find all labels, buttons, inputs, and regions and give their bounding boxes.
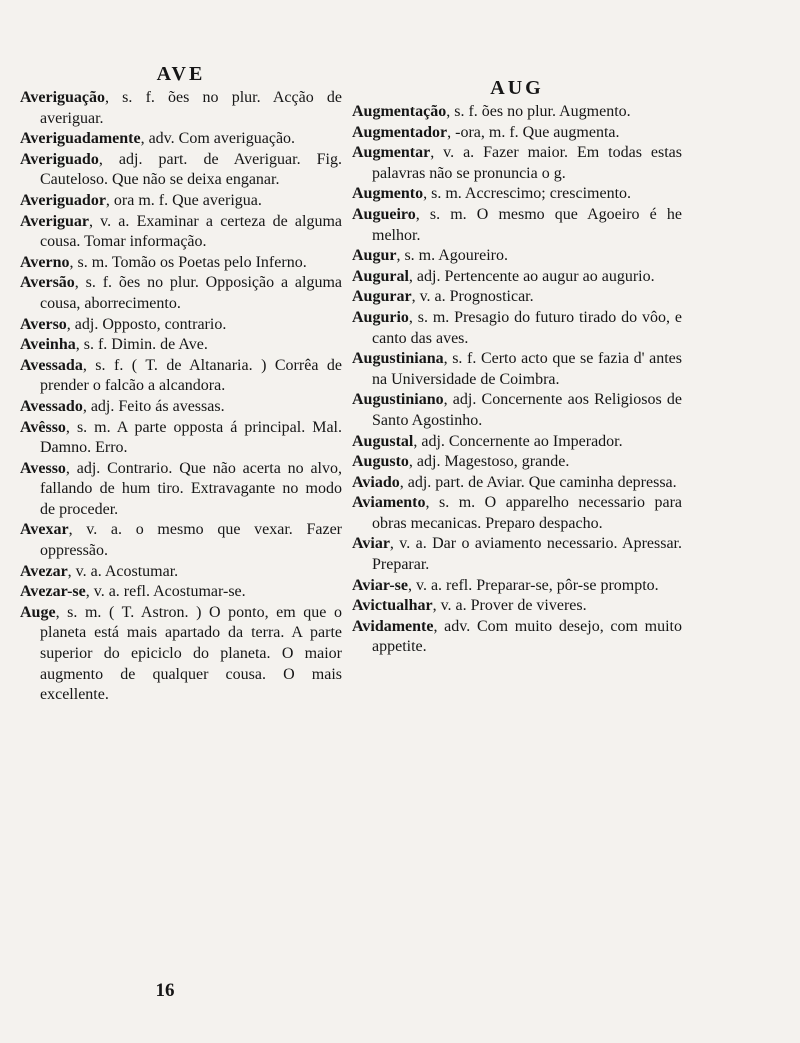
running-head-left: AVE xyxy=(156,63,206,85)
entry-headword: Averno xyxy=(20,253,70,271)
entry-definition: , adj. part. de Aviar. Que caminha depressa. xyxy=(399,473,677,491)
entry-headword: Avesso xyxy=(20,459,66,477)
entry-headword: Avessado xyxy=(20,397,83,415)
dictionary-entry xyxy=(20,582,342,603)
dictionary-entry xyxy=(20,315,342,336)
entry-definition: , v. a. Prognosticar. xyxy=(411,288,534,306)
entry-headword: Avêsso xyxy=(20,418,66,436)
dictionary-entry xyxy=(20,356,342,397)
entry-headword: Averiguado xyxy=(20,150,99,168)
dictionary-entry xyxy=(352,349,682,390)
entry-headword: Averiguadamente xyxy=(20,130,141,148)
dictionary-entry xyxy=(352,493,682,534)
entry-headword: Aviado xyxy=(352,473,400,491)
entry-definition: , s. f. ( T. de Altanaria. ) Corrêa de prender o falcão a alcandora. xyxy=(40,356,342,395)
entry-definition: , v. a. o mesmo que vexar. Fazer oppressão. xyxy=(40,521,342,560)
running-head-right: AUG xyxy=(490,77,544,99)
dictionary-entry xyxy=(352,534,682,575)
entry-definition: , adj. part. de Averiguar. Fig. Cauteloso. Que não se deixa enganar. xyxy=(40,150,342,189)
entry-headword: Averiguação xyxy=(20,89,106,106)
entry-definition: , s. m. Accrescimo; crescimento. xyxy=(423,185,632,203)
dictionary-entry xyxy=(352,102,682,123)
entry-headword: Avictualhar xyxy=(352,597,433,615)
dictionary-entry xyxy=(20,335,342,356)
dictionary-entry xyxy=(352,432,682,453)
entry-definition: , adj. Concernente aos Religiosos de Santo Agostinho. xyxy=(372,391,682,429)
entry-definition: , s. m. O mesmo que Agoeiro é he melhor. xyxy=(372,205,682,244)
dictionary-entry xyxy=(20,459,342,521)
entry-definition: , adj. Concernente ao Imperador. xyxy=(413,432,623,450)
dictionary-entry xyxy=(352,308,682,349)
entry-headword: Augurio xyxy=(352,308,409,326)
dictionary-entry xyxy=(352,123,682,144)
right-column xyxy=(352,76,682,658)
entry-definition: , v. a. Dar o aviamento necessario. Apressar. Preparar. xyxy=(372,535,682,574)
entry-headword: Augurar xyxy=(352,288,412,306)
entry-headword: Averiguador xyxy=(20,191,106,209)
dictionary-entry xyxy=(20,562,342,583)
dictionary-entry xyxy=(352,143,682,184)
entry-headword: Aviamento xyxy=(352,494,426,512)
entry-definition: , s. m. Tomão os Poetas pelo Inferno. xyxy=(69,253,307,271)
entry-headword: Augmentar xyxy=(352,144,431,162)
entry-headword: Augustiniana xyxy=(352,350,444,368)
page-number: 16 xyxy=(155,980,175,1001)
entry-headword: Avezar-se xyxy=(20,583,86,601)
dictionary-entry xyxy=(352,184,682,205)
entry-headword: Avidamente xyxy=(352,617,434,635)
entry-headword: Aviar-se xyxy=(352,576,408,594)
dictionary-entry xyxy=(352,576,682,597)
entry-definition: , adv. Com muito desejo, com muito appetite. xyxy=(372,617,682,656)
entry-headword: Augusto xyxy=(352,453,409,471)
entry-headword: Avessada xyxy=(20,356,83,374)
dictionary-entry xyxy=(20,520,342,561)
dictionary-entry xyxy=(20,212,342,253)
entry-definition: , s. f. Dimin. de Ave. xyxy=(75,336,208,354)
entry-list-left xyxy=(20,88,342,706)
entry-definition: , adj. Opposto, contrario. xyxy=(66,315,227,333)
entry-list-right xyxy=(352,102,682,658)
entry-headword: Augmento xyxy=(352,185,424,203)
dictionary-entry xyxy=(20,191,342,212)
entry-definition: , s. m. Agoureiro. xyxy=(396,247,508,265)
entry-definition: , s. f. ões no plur. Augmento. xyxy=(446,103,631,120)
dictionary-entry xyxy=(352,452,682,473)
entry-definition: , adj. Contrario. Que não acerta no alvo, fallando de hum tiro. Extravagante no modo de proceder. xyxy=(40,459,342,518)
dictionary-entry xyxy=(20,150,342,191)
entry-definition: , adj. Feito ás avessas. xyxy=(82,397,225,415)
entry-definition: , v. a. Prover de viveres. xyxy=(432,597,587,615)
entry-definition: , v. a. Examinar a certeza de alguma cousa. Tomar informação. xyxy=(40,212,342,251)
dictionary-entry xyxy=(352,287,682,308)
entry-headword: Averiguar xyxy=(20,212,90,230)
entry-definition: , adv. Com averiguação. xyxy=(140,130,296,148)
entry-definition: , adj. Pertencente ao augur ao augurio. xyxy=(408,267,655,285)
dictionary-entry xyxy=(352,596,682,617)
dictionary-entry xyxy=(352,205,682,246)
dictionary-entry xyxy=(352,473,682,494)
entry-definition: , ora m. f. Que averigua. xyxy=(105,191,262,209)
entry-definition: , v. a. refl. Acostumar-se. xyxy=(85,583,246,601)
dictionary-entry xyxy=(20,253,342,274)
entry-definition: , v. a. Fazer maior. Em todas estas palavras não se pronuncia o g. xyxy=(372,144,682,182)
dictionary-entry xyxy=(20,397,342,418)
dictionary-entry xyxy=(20,88,342,129)
dictionary-entry xyxy=(20,273,342,314)
dictionary-entry xyxy=(20,418,342,459)
entry-headword: Augmentador xyxy=(352,123,448,141)
entry-headword: Avezar xyxy=(20,562,68,580)
entry-definition: , adj. Magestoso, grande. xyxy=(408,453,570,471)
entry-headword: Augustiniano xyxy=(352,391,444,409)
entry-headword: Aviar xyxy=(352,535,390,553)
entry-definition: , s. m. Presagio do futuro tirado do vôo, e canto das aves. xyxy=(372,308,682,347)
entry-headword: Auge xyxy=(20,603,56,621)
dictionary-entry xyxy=(20,603,342,706)
entry-headword: Augustal xyxy=(352,432,414,450)
entry-definition: , s. f. ões no plur. Acção de averiguar. xyxy=(40,89,342,127)
left-column xyxy=(20,62,342,706)
entry-definition: , s. f. ões no plur. Opposição a alguma cousa, aborrecimento. xyxy=(40,274,342,312)
dictionary-entry xyxy=(20,129,342,150)
entry-headword: Aversão xyxy=(20,274,75,292)
entry-headword: Avexar xyxy=(20,521,69,539)
entry-headword: Augural xyxy=(352,267,409,285)
entry-definition: , -ora, m. f. Que augmenta. xyxy=(447,123,620,141)
entry-headword: Aveinha xyxy=(20,336,76,354)
entry-headword: Averso xyxy=(20,315,67,333)
dictionary-entry xyxy=(352,246,682,267)
entry-headword: Augur xyxy=(352,247,397,265)
entry-headword: Augueiro xyxy=(352,205,416,223)
entry-definition: , s. f. Certo acto que se fazia d' antes na Universidade de Coimbra. xyxy=(372,350,682,388)
dictionary-entry xyxy=(352,267,682,288)
entry-definition: , s. m. ( T. Astron. ) O ponto, em que o planeta está mais apartado da terra. A parte superior do epiciclo do planeta. O maior augmento de qualquer cousa. O mais excellente. xyxy=(40,603,342,704)
entry-definition: , v. a. refl. Preparar-se, pôr-se prompto. xyxy=(407,576,659,594)
dictionary-entry xyxy=(352,390,682,431)
dictionary-entry xyxy=(352,617,682,658)
entry-headword: Augmentação xyxy=(352,103,447,120)
entry-definition: , s. m. A parte opposta á principal. Mal. Damno. Erro. xyxy=(40,418,342,457)
entry-definition: , s. m. O apparelho necessario para obras mecanicas. Preparo despacho. xyxy=(372,494,682,532)
entry-definition: , v. a. Acostumar. xyxy=(67,562,179,580)
